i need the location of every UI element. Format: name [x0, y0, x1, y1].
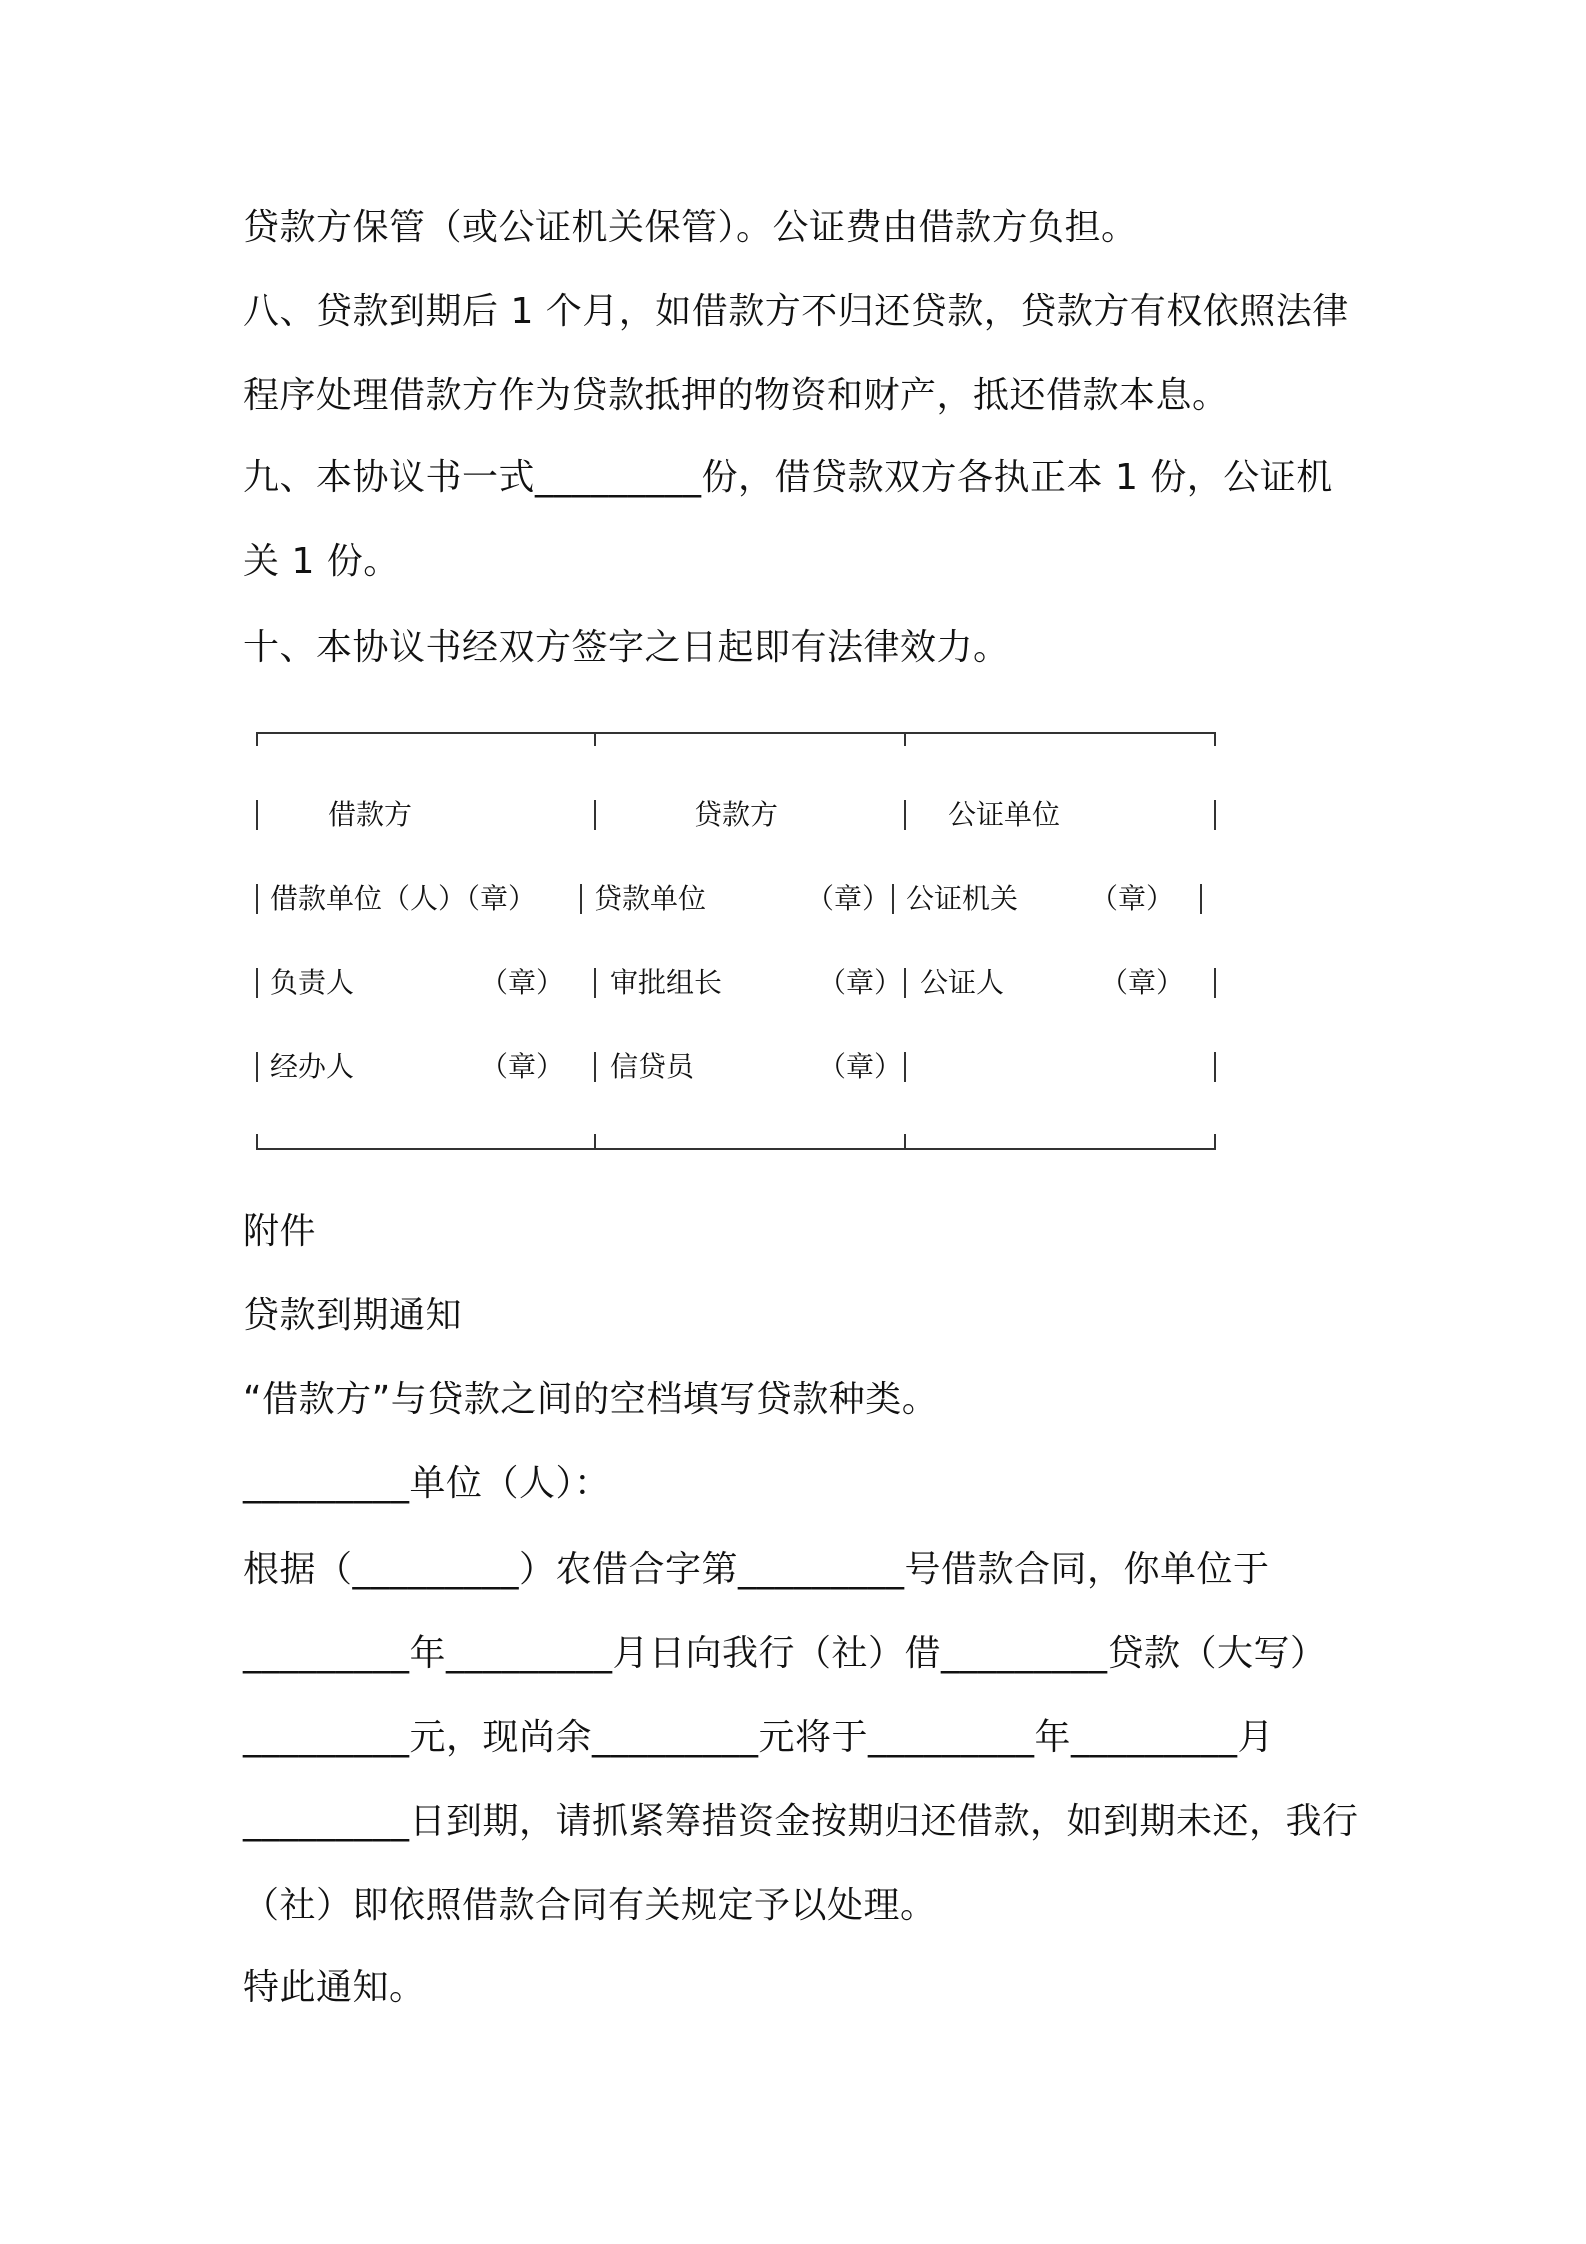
lender-unit-seal: （章） — [806, 882, 891, 915]
notary-person-seal: （章） — [1100, 966, 1185, 999]
table-tick — [904, 732, 906, 746]
approval-leader-label: 审批组长 — [610, 966, 723, 999]
responsible-person-label: 负责人 — [270, 966, 355, 999]
column-divider — [256, 800, 258, 830]
header-borrower: 借款方 — [328, 798, 413, 831]
notary-office-seal: （章） — [1090, 882, 1175, 915]
handler-seal: （章） — [480, 1050, 565, 1083]
column-divider — [1214, 800, 1216, 830]
table-tick — [1214, 732, 1216, 746]
column-divider — [580, 884, 582, 914]
table-bottom-border — [256, 1148, 1216, 1150]
table-tick — [256, 1134, 258, 1148]
notice-body: 根据（_________）农借合字第_________号借款合同，你单位于_________年_________月日向我行（社）借_________贷款（大写）_________元，现尚余_________元将于_________年_________月_________日到期，请抓紧筹措资金按期归还借款，如到期未还，我行（社）即依照借款合同有关规定予以处理。 — [243, 1549, 1359, 1926]
notice-closing: 特此通知。 — [243, 1967, 426, 2008]
borrower-unit-label: 借款单位（人）（章） — [270, 882, 537, 915]
table-tick — [594, 1134, 596, 1148]
column-divider — [904, 1052, 906, 1082]
table-tick — [904, 1134, 906, 1148]
table-tick — [1214, 1134, 1216, 1148]
column-divider — [594, 800, 596, 830]
paragraph-custody: 贷款方保管（或公证机关保管）。公证费由借款方负担。 — [243, 207, 1138, 248]
table-top-border — [256, 732, 1216, 734]
notice-salutation: _________单位（人）： — [243, 1463, 611, 1504]
table-tick — [594, 732, 596, 746]
column-divider — [256, 884, 258, 914]
credit-officer-label: 信贷员 — [610, 1050, 695, 1083]
column-divider — [256, 968, 258, 998]
paragraph-eight: 八、贷款到期后 1 个月，如借款方不归还贷款，贷款方有权依照法律程序处理借款方作为贷款抵押的物资和财产，抵还借款本息。 — [243, 291, 1349, 416]
lender-unit-label: 贷款单位 — [594, 882, 707, 915]
attachment-note: “借款方”与贷款之间的空档填写贷款种类。 — [243, 1379, 939, 1420]
attachment-title: 附件 — [243, 1211, 317, 1252]
column-divider — [1214, 968, 1216, 998]
column-divider — [1214, 1052, 1216, 1082]
column-divider — [594, 1052, 596, 1082]
column-divider — [256, 1052, 258, 1082]
notary-office-label: 公证机关 — [906, 882, 1019, 915]
attachment-subtitle: 贷款到期通知 — [243, 1295, 463, 1336]
paragraph-ten: 十、本协议书经双方签字之日起即有法律效力。 — [243, 627, 1010, 668]
header-notary: 公证单位 — [948, 798, 1061, 831]
handler-label: 经办人 — [270, 1050, 355, 1083]
column-divider — [1200, 884, 1202, 914]
notary-person-label: 公证人 — [920, 966, 1005, 999]
credit-officer-seal: （章） — [818, 1050, 903, 1083]
header-lender: 贷款方 — [694, 798, 779, 831]
paragraph-nine: 九、本协议书一式_________份，借贷款双方各执正本 1 份，公证机关 1 份。 — [243, 457, 1333, 582]
column-divider — [594, 968, 596, 998]
approval-leader-seal: （章） — [818, 966, 903, 999]
column-divider — [904, 968, 906, 998]
table-tick — [256, 732, 258, 746]
responsible-person-seal: （章） — [480, 966, 565, 999]
column-divider — [892, 884, 894, 914]
column-divider — [904, 800, 906, 830]
